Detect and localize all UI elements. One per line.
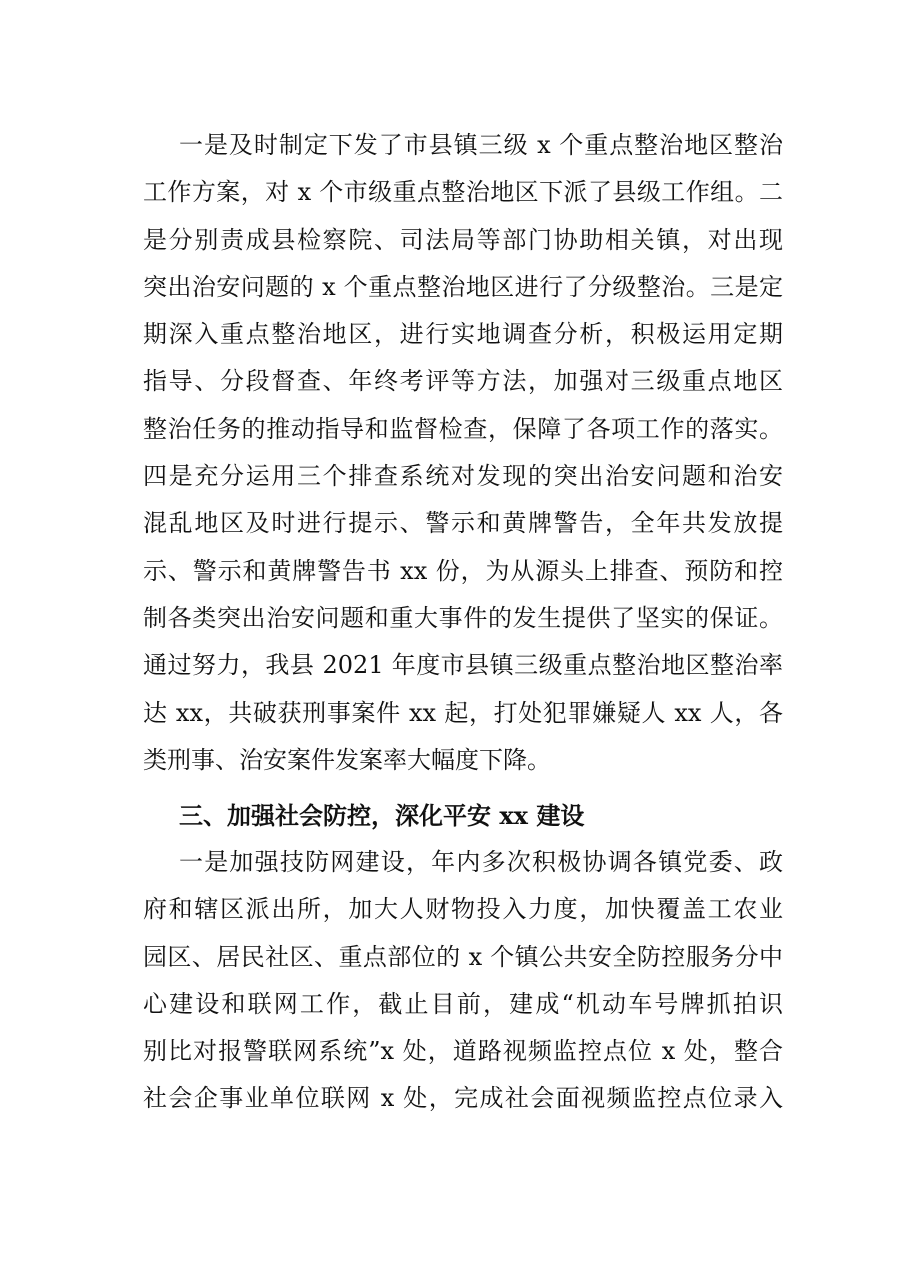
text-line: 一是加强技防网建设，年内多次积极协调各镇党委、政: [179, 848, 783, 876]
text-line: 混乱地区及时进行提示、警示和黄牌警告，全年共发放提: [143, 509, 783, 538]
text-line: 园区、居民社区、重点部位的 x 个镇公共安全防控服务分中: [143, 942, 783, 971]
text-line: 突出治安问题的 x 个重点整治地区进行了分级整治。三是定: [143, 272, 783, 301]
text-line: 是分别责成县检察院、司法局等部门协助相关镇，对出现: [143, 225, 783, 254]
text-line: 工作方案，对 x 个市级重点整治地区下派了县级工作组。二: [143, 178, 783, 207]
text-line: 别比对报警联网系统”x 处，道路视频监控点位 x 处，整合: [143, 1037, 783, 1066]
text-line: 类刑事、治安案件发案率大幅度下降。: [143, 745, 551, 774]
text-line: 一是及时制定下发了市县镇三级 x 个重点整治地区整治: [179, 131, 783, 159]
text-line: 制各类突出治安问题和重大事件的发生提供了坚实的保证。: [143, 603, 783, 632]
text-line: 府和辖区派出所，加大人财物投入力度，加快覆盖工农业: [143, 895, 783, 924]
text-line: 示、警示和黄牌警告书 xx 份，为从源头上排查、预防和控: [143, 556, 783, 585]
text-line: 达 xx，共破获刑事案件 xx 起，打处犯罪嫌疑人 xx 人，各: [143, 698, 783, 727]
text-line: 通过努力，我县 2021 年度市县镇三级重点整治地区整治率: [143, 651, 783, 680]
text-line: 整治任务的推动指导和监督检查，保障了各项工作的落实。: [143, 414, 783, 443]
text-line: 指导、分段督查、年终考评等方法，加强对三级重点地区: [143, 367, 783, 396]
text-line: 四是充分运用三个排查系统对发现的突出治安问题和治安: [143, 462, 783, 491]
paragraph-social-control: [143, 839, 783, 1123]
section-heading: 三、加强社会防控，深化平安 xx 建设: [179, 801, 585, 830]
paragraph-rectification: [143, 122, 783, 784]
text-line: 期深入重点整治地区，进行实地调查分析，积极运用定期: [143, 320, 783, 349]
text-line: 社会企事业单位联网 x 处，完成社会面视频监控点位录入: [143, 1084, 783, 1113]
text-line: 心建设和联网工作，截止目前，建成“机动车号牌抓拍识: [143, 989, 783, 1018]
